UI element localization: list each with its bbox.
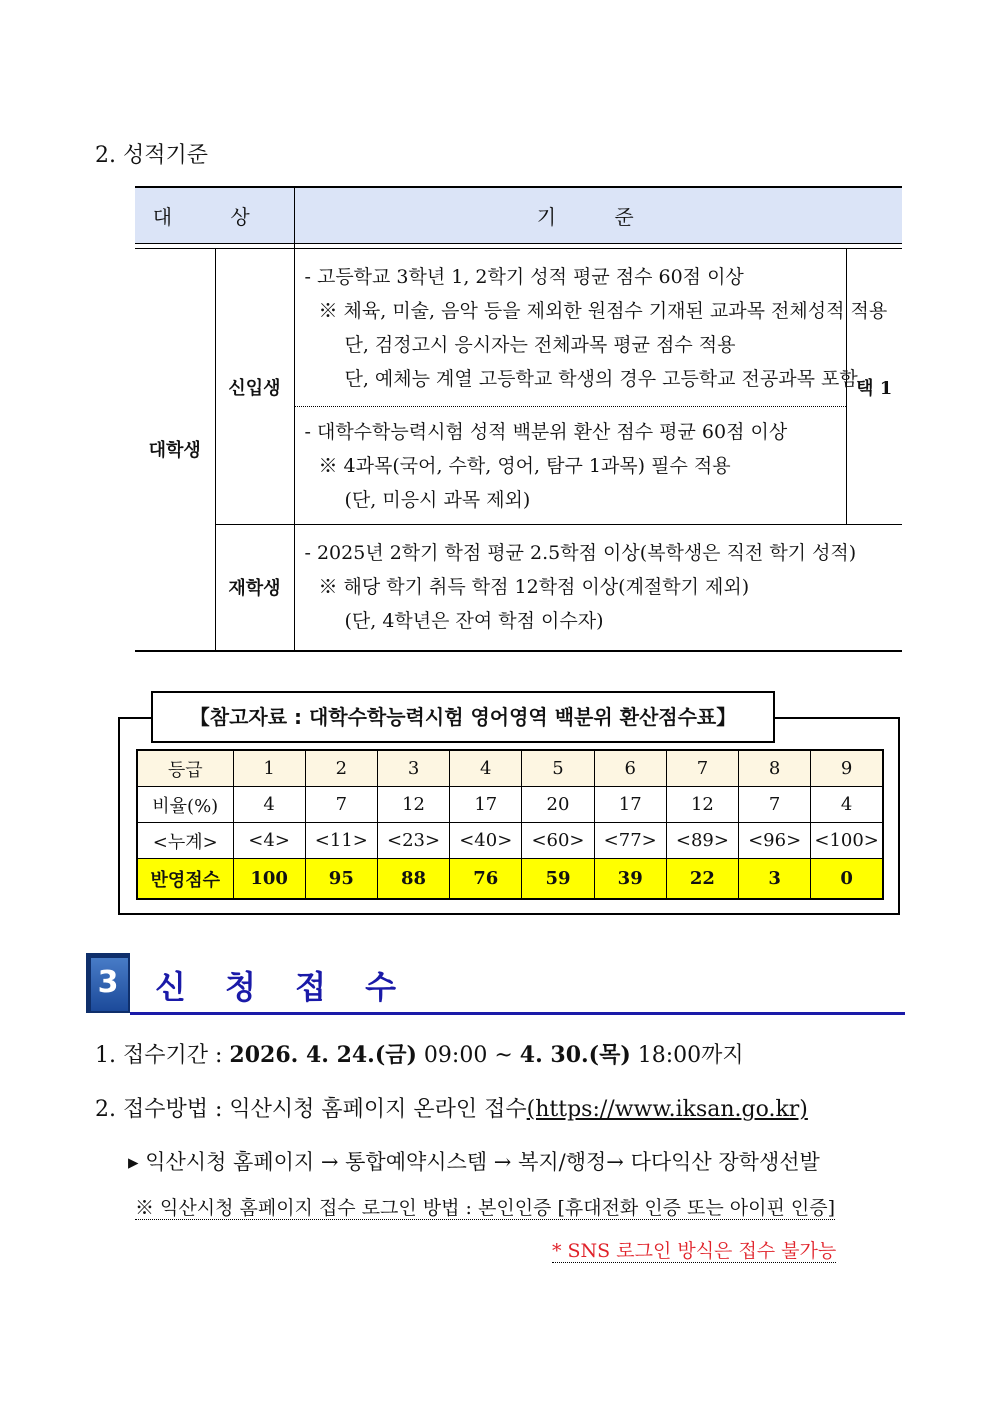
table-cell: 2 [305, 750, 377, 787]
table-cell: 22 [666, 859, 738, 900]
university-label: 대학생 [148, 440, 201, 462]
table-cell: 88 [377, 859, 449, 900]
section-title-criteria: 2. 성적기준 [95, 143, 208, 168]
choose-one-label: 택 1 [846, 249, 902, 525]
login-note: ※ 익산시청 홈페이지 접수 로그인 방법 : 본인인증 [휴대전화 인증 또는 아이핀 인증] [135, 1197, 836, 1219]
table-cell: 59 [522, 859, 594, 900]
table-cell: <77> [594, 823, 666, 859]
criteria-header-row [135, 187, 902, 244]
table-cell: 4 [811, 787, 883, 823]
table-cell: <96> [739, 823, 811, 859]
table-cell: 7 [305, 787, 377, 823]
table-cell: 8 [739, 750, 811, 787]
table-cell: 100 [233, 859, 305, 900]
application-method: 2. 접수방법 : 익산시청 홈페이지 온라인 접수(https://www.iksan.go.kr) [95, 1097, 808, 1122]
section-underline [130, 1012, 905, 1015]
table-cell: 3 [377, 750, 449, 787]
table-cell: 7 [666, 750, 738, 787]
table-cell: 39 [594, 859, 666, 900]
section-title-application: 신 청 접 수 [155, 968, 411, 1006]
application-path: ▸ 익산시청 홈페이지 → 통합예약시스템 → 복지/행정→ 다다익산 장학생선발 [128, 1150, 820, 1174]
ratio-row [137, 787, 883, 823]
table-cell: 4 [233, 787, 305, 823]
section-number-badge: 3 [86, 953, 130, 1013]
freshman-block1: - 고등학교 3학년 1, 2학기 성적 평균 점수 60점 이상 ※ 체육, 미술, 음악 등을 제외한 원점수 기재된 교과목 전체성적 적용 단, 검정고시 응시자는 전체과목 평균 점수 적용 단, 예체능 계열 고등학교 학생의 경우 고등학교 전공과목 포함 [294, 249, 846, 407]
header-criteria: 기 준 [294, 187, 902, 244]
table-cell: <23> [377, 823, 449, 859]
reference-table [136, 749, 884, 900]
table-cell: 1 [233, 750, 305, 787]
score-row [137, 859, 883, 900]
table-cell: 17 [450, 787, 522, 823]
row-label: 반영점수 [137, 859, 233, 900]
table-cell: 76 [450, 859, 522, 900]
table-cell: 9 [811, 750, 883, 787]
freshman-label: 신입생 [215, 249, 294, 525]
criteria-table [135, 186, 902, 652]
table-cell: 12 [666, 787, 738, 823]
table-cell: 3 [739, 859, 811, 900]
table-cell: 5 [522, 750, 594, 787]
cumulative-row [137, 823, 883, 859]
freshman-block2: - 대학수학능력시험 성적 백분위 환산 점수 평균 60점 이상 ※ 4과목(국어, 수학, 영어, 탐구 1과목) 필수 적용 (단, 미응시 과목 제외) [294, 407, 846, 525]
grade-row [137, 750, 883, 787]
table-cell: 12 [377, 787, 449, 823]
row-label: 등급 [137, 750, 233, 787]
table-cell: <11> [305, 823, 377, 859]
row-label: <누계> [137, 823, 233, 859]
sns-note: * SNS 로그인 방식은 접수 불가능 [552, 1240, 837, 1262]
table-cell: <100> [811, 823, 883, 859]
table-cell: 17 [594, 787, 666, 823]
row-label: 비율(%) [137, 787, 233, 823]
table-cell: <89> [666, 823, 738, 859]
application-period: 1. 접수기간 : 2026. 4. 24.(금) 09:00 ~ 4. 30.(목) 18:00까지 [95, 1042, 744, 1068]
table-cell: 7 [739, 787, 811, 823]
table-cell: 4 [450, 750, 522, 787]
reference-title: 【참고자료 : 대학수학능력시험 영어영역 백분위 환산점수표】 [151, 691, 775, 743]
table-cell: 6 [594, 750, 666, 787]
table-cell: <4> [233, 823, 305, 859]
table-cell: 20 [522, 787, 594, 823]
table-cell: <60> [522, 823, 594, 859]
homepage-link[interactable]: (https://www.iksan.go.kr) [526, 1097, 808, 1122]
table-cell: 95 [305, 859, 377, 900]
enrolled-block: - 2025년 2학기 학점 평균 2.5학점 이상(복학생은 직전 학기 성적) ※ 해당 학기 취득 학점 12학점 이상(계절학기 제외) (단, 4학년은 잔여 학점 이수자) [294, 525, 902, 651]
table-cell: 0 [811, 859, 883, 900]
enrolled-label: 재학생 [215, 525, 294, 651]
table-cell: <40> [450, 823, 522, 859]
header-target: 대 상 [135, 187, 294, 244]
